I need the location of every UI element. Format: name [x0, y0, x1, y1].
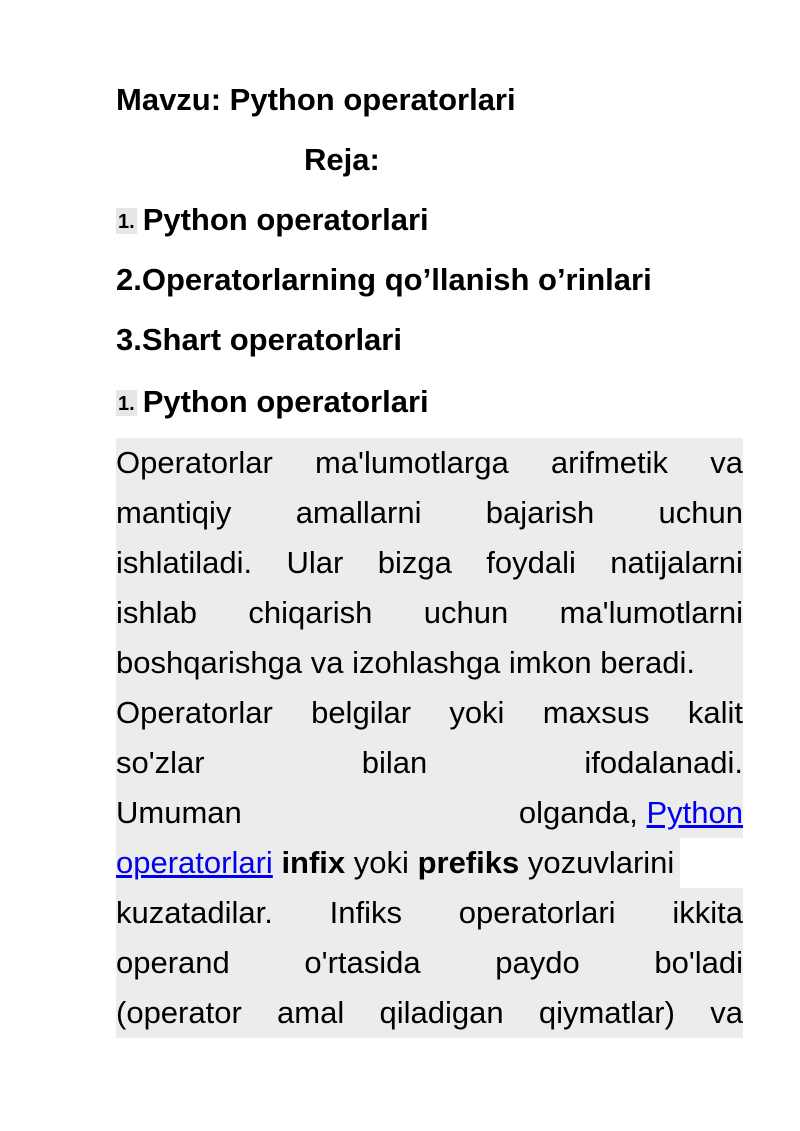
word: va [710, 995, 743, 1030]
paragraph-line-4 [116, 588, 743, 638]
paragraph-line-5: boshqarishga va izohlashga imkon beradi. [116, 638, 743, 688]
python-operators-link-cont[interactable]: operatorlari [116, 845, 273, 880]
word: Ular [286, 545, 344, 580]
word: olganda, [518, 795, 638, 830]
line-8-right [519, 788, 743, 838]
word: maxsus [542, 695, 650, 730]
word: o'rtasida [304, 945, 421, 980]
word: Operatorlar [116, 695, 273, 730]
prefix-term: prefiks [417, 845, 520, 880]
plan-item-2: 2.Operatorlarning qo’llanish o’rinlari [116, 262, 652, 297]
word: ifodalanadi. [584, 745, 743, 780]
paragraph-line-3 [116, 538, 743, 588]
plan-item-1 [116, 200, 429, 240]
paragraph-line-1 [116, 438, 743, 488]
paragraph-line-11 [116, 938, 743, 988]
section-number: 1. [116, 390, 137, 416]
paragraph-line-6 [116, 688, 743, 738]
word: chiqarish [248, 595, 373, 630]
paragraph-line-7 [116, 738, 743, 788]
infix-term: infix [281, 845, 346, 880]
section-title: Python operatorlari [142, 384, 429, 419]
plan-item-1-number: 1. [116, 208, 137, 234]
word: bizga [377, 545, 452, 580]
word: Operatorlar [116, 445, 273, 480]
word: yoki [353, 845, 409, 880]
word: amallarni [295, 495, 422, 530]
word: amal [277, 995, 345, 1030]
word: mantiqiy [116, 495, 232, 530]
paragraph-line-12 [116, 988, 743, 1038]
paragraph-line-10 [116, 888, 743, 938]
word: yoki [449, 695, 505, 730]
word: qiladigan [379, 995, 504, 1030]
plan-item-3: 3.Shart operatorlari [116, 322, 402, 357]
word: qiymatlar) [538, 995, 675, 1030]
paragraph-line-9 [116, 838, 743, 888]
word: bilan [361, 745, 428, 780]
word: belgilar [311, 695, 412, 730]
page-title: Mavzu: Python operatorlari [116, 82, 516, 117]
word: kuzatadilar. [116, 895, 273, 930]
word: Infiks [329, 895, 402, 930]
word: ishlatiladi. [116, 545, 253, 580]
word: uchun [423, 595, 509, 630]
word: yozuvlarini [527, 845, 675, 880]
word: ma'lumotlarni [559, 595, 743, 630]
word: uchun [658, 495, 743, 530]
python-operators-link[interactable]: Python [646, 795, 743, 830]
word: so'zlar [116, 745, 205, 780]
word: operatorlari [458, 895, 616, 930]
word: kalit [687, 695, 743, 730]
word: foydali [486, 545, 576, 580]
word: va [710, 445, 743, 480]
paragraph-line-8 [116, 788, 743, 838]
paragraph-line-2 [116, 488, 743, 538]
plan-item-1-label: Python operatorlari [142, 202, 429, 237]
word: arifmetik [550, 445, 669, 480]
word: ma'lumotlarga [314, 445, 509, 480]
line-9-content [116, 838, 680, 888]
plan-heading: Reja: [304, 142, 380, 177]
word: natijalarni [610, 545, 743, 580]
word: bajarish [485, 495, 595, 530]
section-heading [116, 382, 429, 422]
word: Umuman [116, 795, 242, 830]
word: bo'ladi [654, 945, 743, 980]
word: operand [116, 945, 230, 980]
word: ishlab [116, 595, 197, 630]
word: ikkita [672, 895, 743, 930]
word: (operator [116, 995, 242, 1030]
word: paydo [495, 945, 580, 980]
body-paragraph [116, 438, 743, 1038]
